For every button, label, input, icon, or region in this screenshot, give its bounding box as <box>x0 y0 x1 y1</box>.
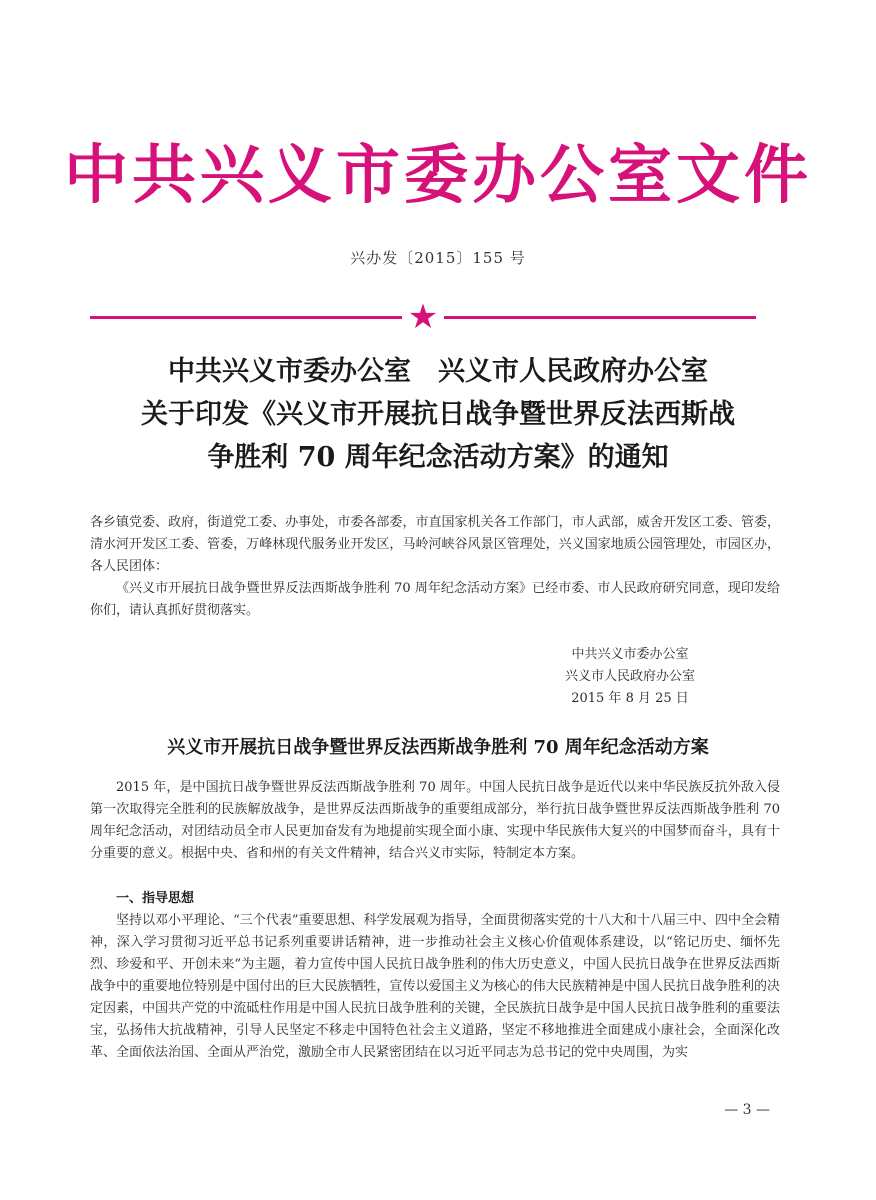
title-line: 争胜利 70 周年纪念活动方案》的通知 <box>207 442 669 473</box>
notice-title <box>60 350 816 479</box>
plan-intro-paragraph: 2015 年，是中国抗日战争暨世界反法西斯战争胜利 70 周年。中国人民抗日战争是近代以来中华民族反抗外敌入侵第一次取得完全胜利的民族解放战争，是世界反法西斯战争的重要组成部分，举行抗日战争暨世界反法西斯战争胜利 70 周年纪念活动，对团结动员全市人民更加奋发有为地提前实现全面小康、实现中华民族伟大复兴的中国梦而奋斗，具有十分重要的意义。根据中央、省和州的有关文件精神，结合兴义市实际，特制定本方案。 <box>90 780 780 861</box>
signature-date: 2015 年 8 月 25 日 <box>571 691 689 706</box>
signature-org1: 中共兴义市委办公室 <box>571 647 689 662</box>
divider-line-right <box>444 316 756 319</box>
signature-block <box>520 644 740 710</box>
masthead-title: 中共兴义市委办公室文件 <box>64 139 812 213</box>
document-number: 兴办发〔2015〕155 号 <box>350 249 526 267</box>
title-line: 关于印发《兴义市开展抗日战争暨世界反法西斯战 <box>141 399 735 430</box>
recipients-paragraph: 各乡镇党委、政府，街道党工委、办事处，市委各部委，市直国家机关各工作部门，市人武部，威舍开发区工委、管委，清水河开发区工委、管委，万峰林现代服务业开发区，马岭河峡谷风景区管理处，兴义国家地质公园管理处，市园区办，各人民团体： <box>90 515 780 574</box>
title-line: 中共兴义市委办公室 兴义市人民政府办公室 <box>168 356 708 387</box>
plan-title: 兴义市开展抗日战争暨世界反法西斯战争胜利 70 周年纪念活动方案 <box>167 737 709 758</box>
page-number: — 3 — <box>724 1102 770 1118</box>
red-divider <box>90 297 756 337</box>
section-body-paragraph: 坚持以邓小平理论、“三个代表”重要思想、科学发展观为指导，全面贯彻落实党的十八大和十八届三中、四中全会精神，深入学习贯彻习近平总书记系列重要讲话精神，进一步推动社会主义核心价值观体系建设，以“铭记历史、缅怀先烈、珍爱和平、开创未来”为主题，着力宣传中国人民抗日战争胜利的伟大历史意义，中国人民抗日战争在世界反法西斯战争中的重要地位特别是中国付出的巨大民族牺牲，宣传以爱国主义为核心的伟大民族精神是中国人民抗日战争胜利的决定因素，中国共产党的中流砥柱作用是中国人民抗日战争胜利的关键，全民族抗日战争是中国人民抗日战争胜利的重要法宝，弘扬伟大抗战精神，引导人民坚定不移走中国特色社会主义道路，坚定不移地推进全面建成小康社会，全面深化改革、全面依法治国、全面从严治党，激励全市人民紧密团结在以习近平同志为总书记的党中央周围，为实 <box>90 913 780 1060</box>
signature-org2: 兴义市人民政府办公室 <box>564 669 695 684</box>
divider-line-left <box>90 316 402 319</box>
star-icon: ★ <box>407 297 439 337</box>
section-heading: 一、指导思想 <box>116 891 195 906</box>
intro-paragraph: 《兴义市开展抗日战争暨世界反法西斯战争胜利 70 周年纪念活动方案》已经市委、市人民政府研究同意，现印发给你们，请认真抓好贯彻落实。 <box>90 581 780 618</box>
